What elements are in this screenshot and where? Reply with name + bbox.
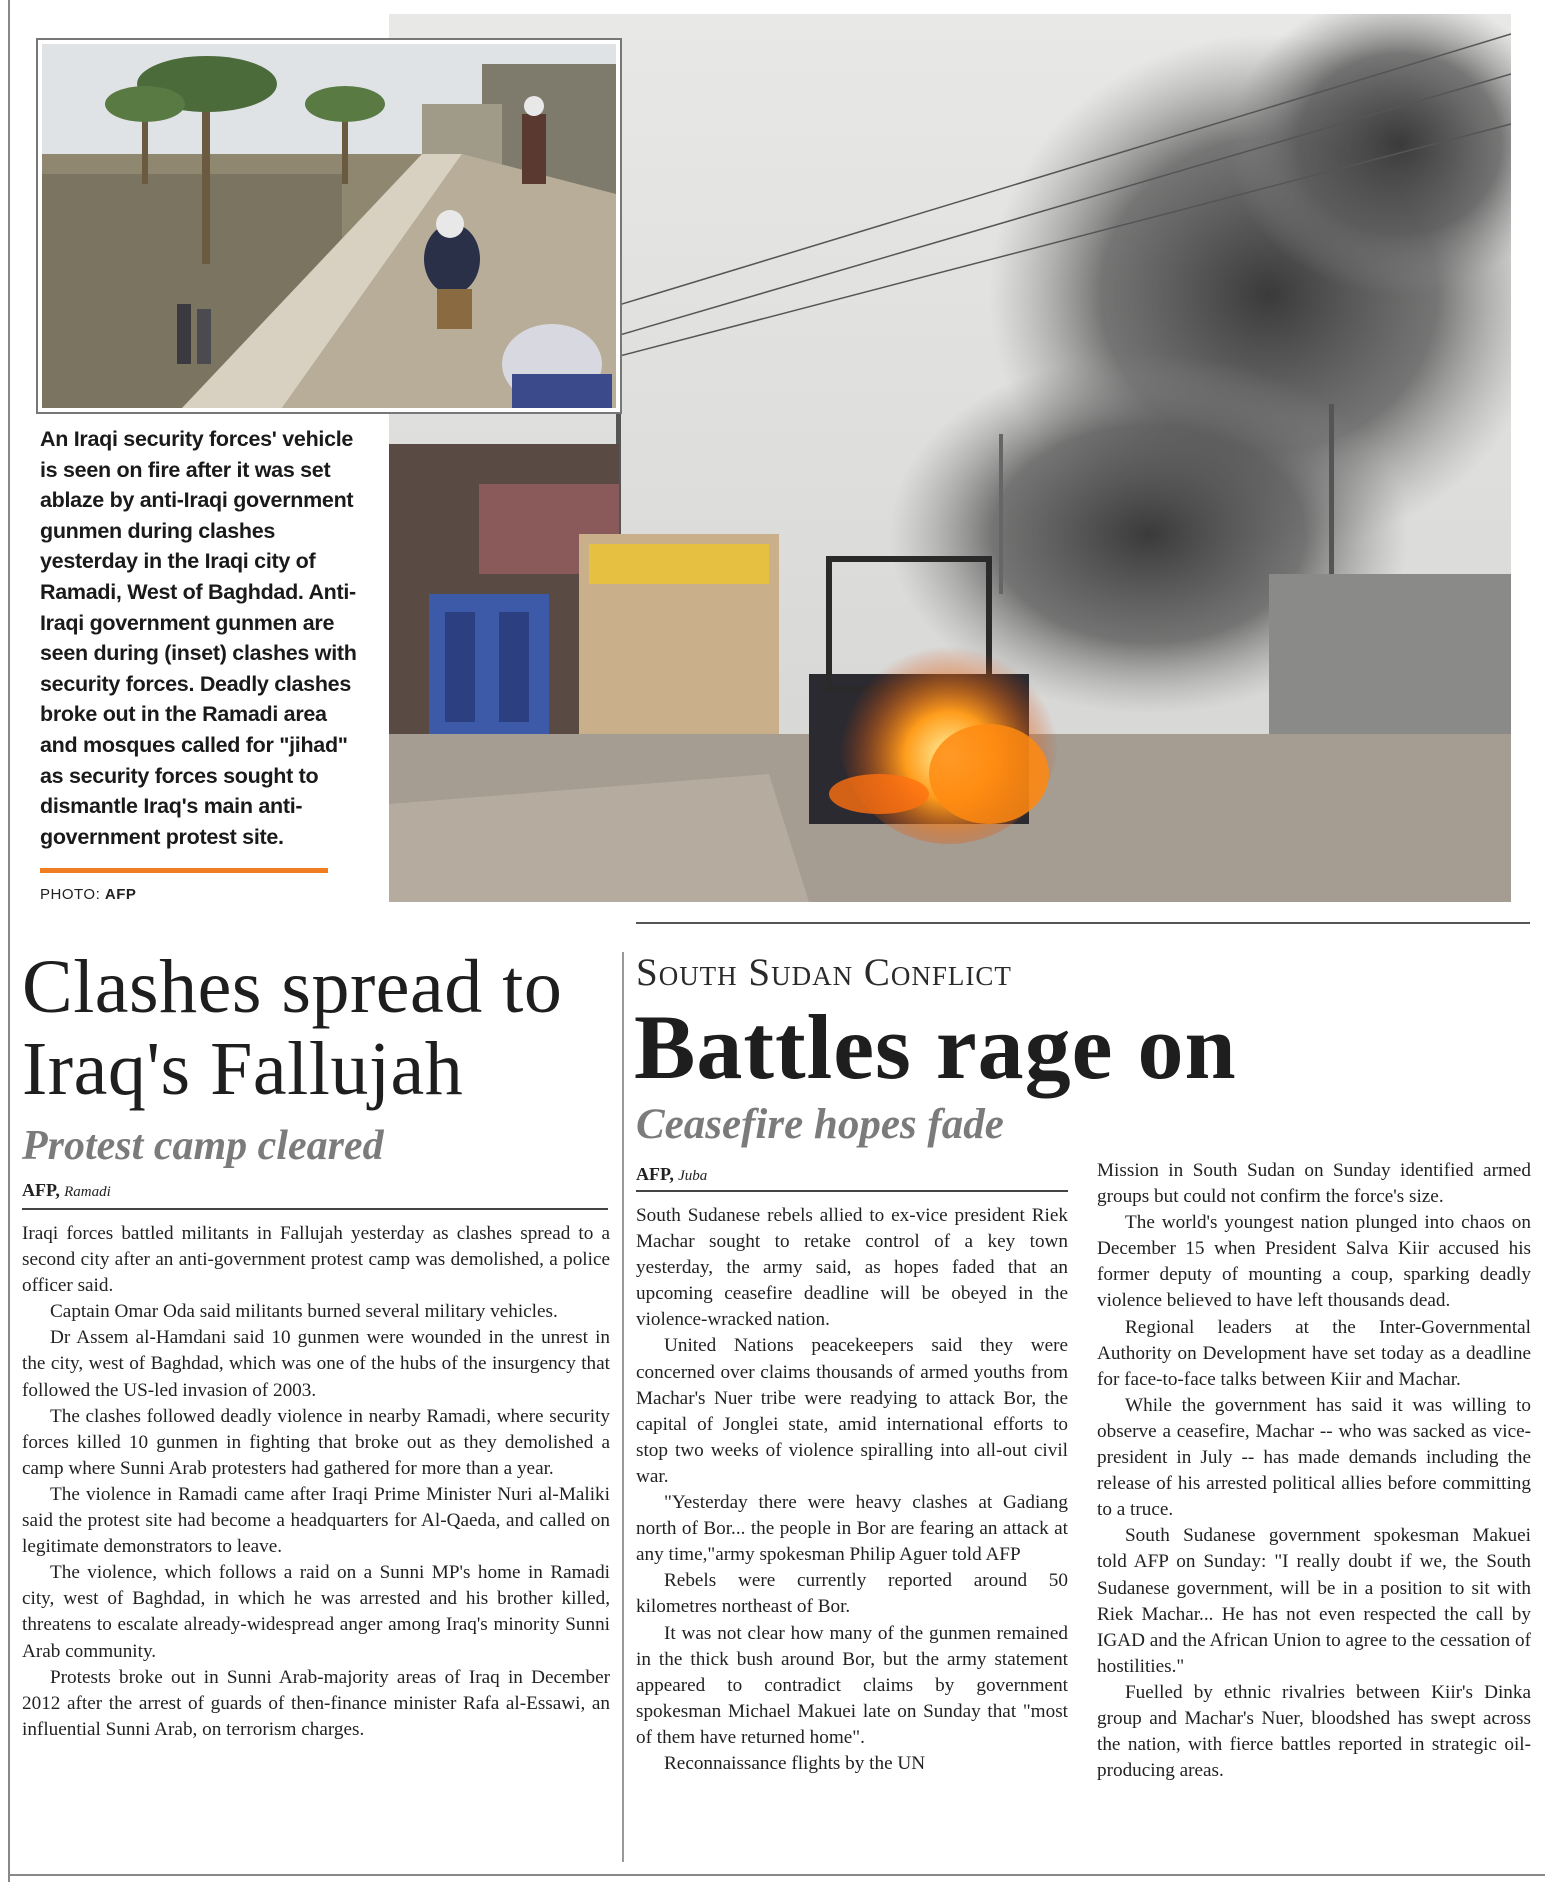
left-headline: Clashes spread to Iraq's Fallujah [22,945,563,1111]
right-byline [636,1164,707,1185]
paragraph: Iraqi forces battled militants in Fallujah yesterday as clashes spread to a second city after an anti-government protest camp was demolished, a police officer said. [22,1223,610,1297]
credit-source: AFP [104,886,137,903]
paragraph: Mission in South Sudan on Sunday identified armed groups but could not confirm the force's size. [1097,1160,1531,1208]
right-kicker: South Sudan Conflict [636,951,1012,994]
right-story-column-1 [636,1203,1068,1777]
paragraph: The world's youngest nation plunged into chaos on December 15 when President Salva Kiir accused his former deputy of mounting a coup, sparking deadly violence believed to have left thousands dead. [1097,1212,1531,1312]
inset-photo [38,40,620,412]
paragraph: It was not clear how many of the gunmen remained in the thick bush around Bor, but the army statement appeared to contradict claims by government spokesman Michael Makuei late on Sunday that "most of them have returned home". [636,1622,1068,1748]
page-left-rule [8,0,10,1882]
left-subheadline: Protest camp cleared [22,1123,384,1169]
left-byline [22,1180,111,1201]
caption-accent-bar [40,868,328,873]
left-byline-agency: AFP, [22,1180,60,1200]
right-headline: Battles rage on [634,996,1237,1098]
paragraph: Rebels were currently reported around 50 kilometres northeast of Bor. [636,1570,1068,1618]
paragraph: The violence, which follows a raid on a Sunni MP's home in Ramadi city, west of Baghdad, in which he was arrested and his brother killed, threatens to escalate already-widespread anger among Iraq's minority Sunni Arab community. [22,1562,610,1662]
photo-caption: An Iraqi security forces' vehicle is seen on fire after it was set ablaze by anti-Iraqi government gunmen during clashes yesterday in the Iraqi city of Ramadi, West of Baghdad. Anti-Iraqi government gunmen are seen during (inset) clashes with security forces. Deadly clashes broke out in the Ramadi area and mosques called for "jihad" as security forces sought to dismantle Iraq's main anti-government protest site. [40,427,357,849]
paragraph: Regional leaders at the Inter-Governmental Authority on Development have set today as a deadline for face-to-face talks between Kiir and Machar. [1097,1316,1531,1390]
section-divider-top [636,922,1530,924]
left-story-body [22,1221,610,1743]
paragraph: "Yesterday there were heavy clashes at Gadiang north of Bor... the people in Bor are fearing an attack at any time,"army spokesman Philip Aguer told AFP [636,1492,1068,1566]
photo-credit [40,886,136,903]
right-byline-agency: AFP, [636,1164,674,1184]
paragraph: Protests broke out in Sunni Arab-majority areas of Iraq in December 2012 after the arrest of guards of then-finance minister Rafa al-Essawi, an influential Sunni Arab, on terrorism charges. [22,1666,610,1740]
paragraph: The violence in Ramadi came after Iraqi Prime Minister Nuri al-Maliki said the protest site had become a headquarters for Al-Qaeda, and called on legitimate demonstrators to leave. [22,1483,610,1558]
paragraph: The clashes followed deadly violence in nearby Ramadi, where security forces killed 10 gunmen in fighting that broke out as they demolished a camp where Sunni Arab protesters had gathered for more than a year. [22,1405,610,1479]
credit-label: PHOTO: [40,886,101,903]
right-byline-place: Juba [678,1168,708,1184]
paragraph: While the government has said it was willing to observe a ceasefire, Machar -- who was sacked as vice-president in July -- has made demands including the release of his arrested political allies before committing to a truce. [1097,1394,1531,1521]
column-divider [622,952,624,1862]
right-story-column-2 [1097,1158,1531,1784]
paragraph: Captain Omar Oda said militants burned several military vehicles. [50,1301,558,1323]
paragraph: South Sudanese government spokesman Makuei told AFP on Sunday: "I really doubt if we, the South Sudanese government, will be in a position to sit with Riek Machar... He has not even respected the call by IGAD and the African Union to agree to the cessation of hostilities." [1097,1525,1531,1677]
paragraph: United Nations peacekeepers said they were concerned over claims thousands of armed youths from Machar's Nuer tribe were readying to attack Bor, the capital of Jonglei state, amid international efforts to stop two weeks of violence spiralling into all-out civil war. [636,1335,1068,1487]
left-byline-place: Ramadi [64,1184,111,1200]
paragraph: Reconnaissance flights by the UN [664,1752,926,1774]
right-subheadline: Ceasefire hopes fade [636,1101,1004,1148]
paragraph: Fuelled by ethnic rivalries between Kiir's Dinka group and Machar's Nuer, bloodshed has swept across the nation, with fierce battles reported in strategic oil-producing areas. [1097,1681,1531,1782]
page-bottom-rule [8,1874,1545,1876]
paragraph: South Sudanese rebels allied to ex-vice president Riek Machar sought to retake control of a key town yesterday, the army said, as hopes faded that an upcoming ceasefire deadline will be obeyed in the violence-wracked nation. [636,1205,1068,1331]
paragraph: Dr Assem al-Hamdani said 10 gunmen were wounded in the unrest in the city, west of Baghdad, which was one of the hubs of the insurgency that followed the US-led invasion of 2003. [22,1327,610,1401]
right-byline-rule [636,1190,1068,1192]
left-byline-rule [22,1208,608,1210]
